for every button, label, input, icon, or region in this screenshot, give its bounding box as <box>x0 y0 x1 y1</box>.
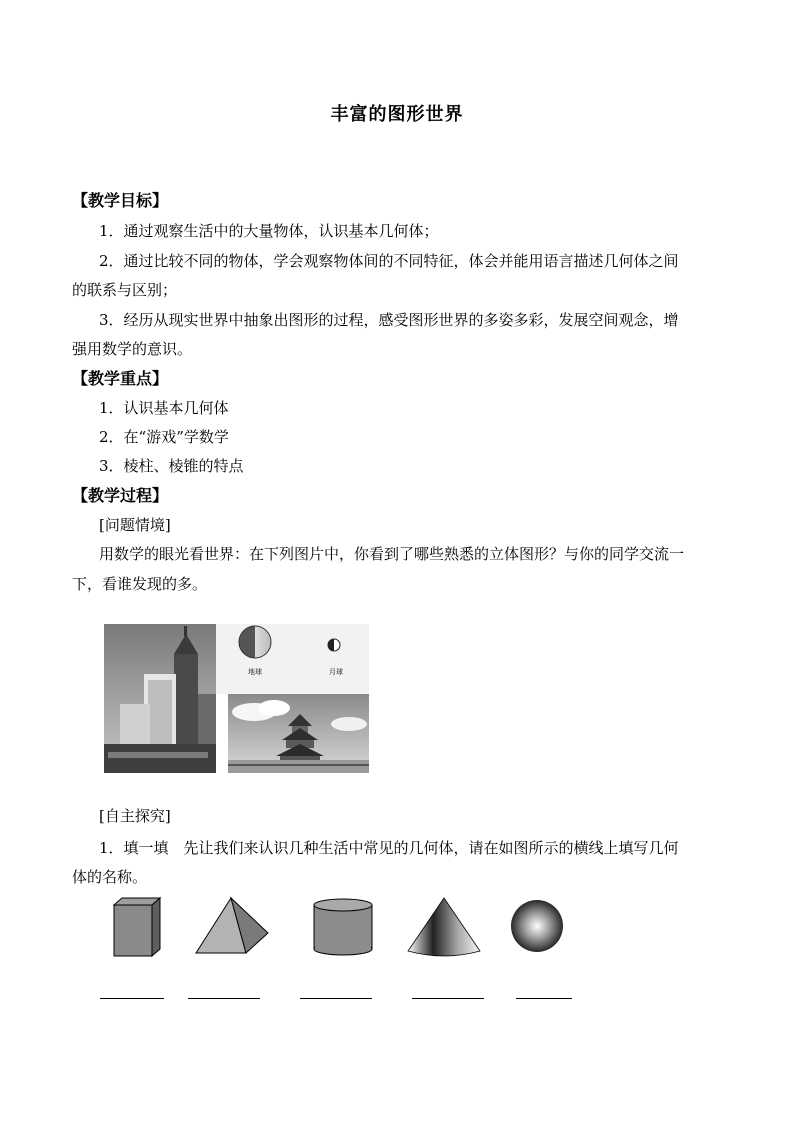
key-point-1: 1．认识基本几何体 <box>99 399 229 417</box>
sphere-icon <box>511 900 563 952</box>
cone-icon <box>408 898 480 956</box>
pyramid-icon <box>196 898 268 953</box>
page-title: 丰富的图形世界 <box>330 104 464 125</box>
answer-blank-4[interactable] <box>412 998 484 999</box>
photo-collage <box>104 624 369 773</box>
geometric-solids-row <box>96 895 596 967</box>
explore-line-2: 体的名称。 <box>72 868 148 886</box>
prism-icon <box>114 898 160 956</box>
problem-line-2: 下，看谁发现的多。 <box>72 575 208 593</box>
answer-blank-3[interactable] <box>300 998 372 999</box>
goal-line-3-cont: 强用数学的意识。 <box>72 340 193 358</box>
goal-line-2-cont: 的联系与区别； <box>72 281 178 299</box>
section-heading-key-points: 【教学重点】 <box>72 369 169 388</box>
goal-line-2: 2．通过比较不同的物体，学会观察物体间的不同特征，体会并能用语言描述几何体之间 <box>99 252 679 270</box>
cylinder-icon <box>314 899 372 955</box>
section-heading-goals: 【教学目标】 <box>72 191 169 210</box>
key-point-3: 3．棱柱、棱锥的特点 <box>99 457 244 475</box>
problem-label: [问题情境] <box>99 516 171 534</box>
answer-blank-1[interactable] <box>100 998 164 999</box>
answer-blank-5[interactable] <box>516 998 572 999</box>
moon-caption: 月球 <box>329 668 343 676</box>
section-heading-process: 【教学过程】 <box>72 486 169 505</box>
explore-line-1: 1．填一填 先让我们来认识几种生活中常见的几何体，请在如图所示的横线上填写几何 <box>99 839 679 857</box>
earth-caption: 地球 <box>248 668 262 676</box>
goal-line-3: 3．经历从现实世界中抽象出图形的过程，感受图形世界的多姿多彩，发展空间观念，增 <box>99 311 679 329</box>
photo-collage-image <box>104 624 369 773</box>
goal-line-1: 1．通过观察生活中的大量物体，认识基本几何体； <box>99 222 439 240</box>
answer-blank-2[interactable] <box>188 998 260 999</box>
key-point-2: 2．在“游戏”学数学 <box>99 428 229 446</box>
problem-line-1: 用数学的眼光看世界：在下列图片中，你看到了哪些熟悉的立体图形？与你的同学交流一 <box>99 545 685 563</box>
explore-label: [自主探究] <box>99 807 171 825</box>
